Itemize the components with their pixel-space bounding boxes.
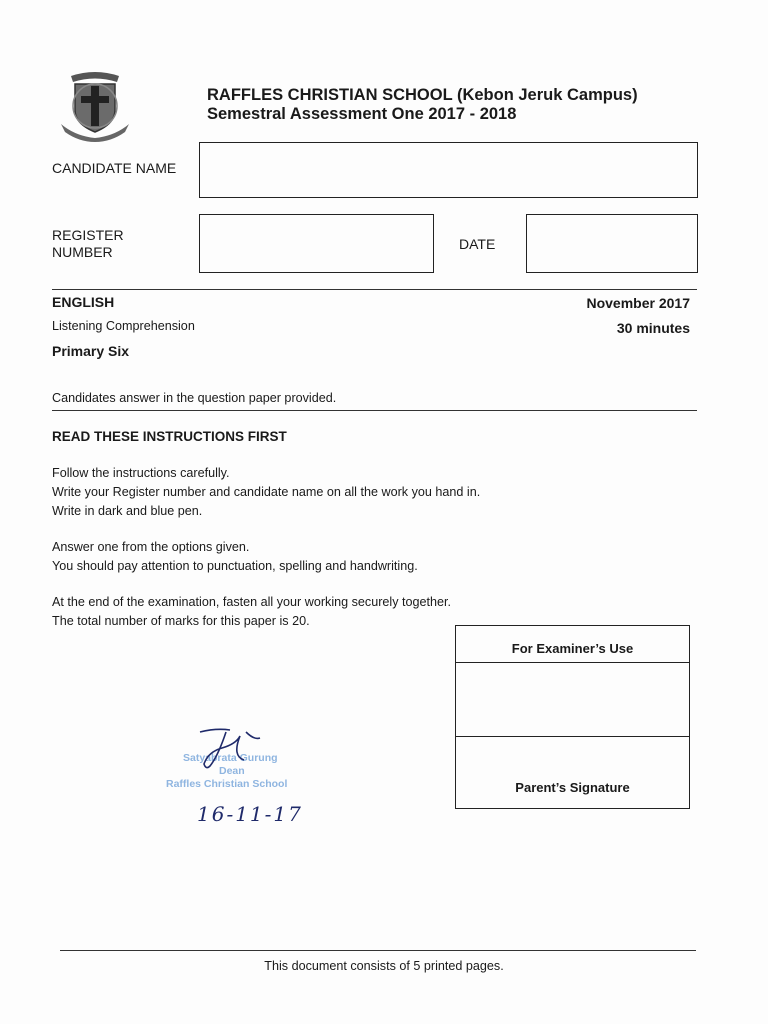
examiner-mark-area[interactable]: [456, 663, 689, 736]
signature-mark: [196, 726, 266, 772]
footer-divider: [60, 950, 696, 951]
examiner-use-box: [455, 625, 690, 809]
date-label: DATE: [459, 236, 496, 252]
candidate-name-box[interactable]: [199, 142, 698, 198]
instruction-line: At the end of the examination, fasten all your working securely together.: [52, 595, 452, 609]
divider: [52, 289, 697, 290]
date-box[interactable]: [526, 214, 698, 273]
register-label-line2: NUMBER: [52, 244, 113, 260]
register-label-line1: REGISTER: [52, 227, 124, 243]
instruction-line: The total number of marks for this paper is 20.: [52, 614, 310, 628]
page-count-note: This document consists of 5 printed pages.: [264, 959, 504, 973]
level: Primary Six: [52, 343, 130, 359]
instruction-line: Answer one from the options given.: [52, 540, 250, 554]
assessment-title: Semestral Assessment One 2017 - 2018: [207, 105, 517, 123]
divider: [52, 410, 697, 411]
stamp-name: Satyabrata Gurung: [183, 752, 278, 764]
instruction-line: Follow the instructions carefully.: [52, 466, 230, 480]
instruction-line: You should pay attention to punctuation, spelling and handwriting.: [52, 559, 418, 573]
instructions-heading: READ THESE INSTRUCTIONS FIRST: [52, 429, 287, 444]
candidate-name-label: CANDIDATE NAME: [52, 160, 177, 176]
component: Listening Comprehension: [52, 319, 195, 333]
instruction-line: Write your Register number and candidate name on all the work you hand in.: [52, 485, 481, 499]
instruction-line: Write in dark and blue pen.: [52, 504, 203, 518]
parent-signature-area[interactable]: [456, 737, 689, 807]
stamp-title: Dean: [219, 765, 245, 777]
examiner-use-heading: For Examiner’s Use: [511, 641, 634, 656]
parent-signature-label: Parent’s Signature: [515, 780, 630, 795]
stamp-school: Raffles Christian School: [166, 778, 288, 790]
school-crest-logo: [55, 66, 135, 142]
register-number-box[interactable]: [199, 214, 434, 273]
school-name: RAFFLES CHRISTIAN SCHOOL (Kebon Jeruk Campus): [207, 86, 638, 104]
exam-month: November 2017: [586, 295, 690, 311]
answer-note: Candidates answer in the question paper provided.: [52, 391, 337, 405]
handwritten-date: 16-11-17: [197, 802, 303, 826]
exam-duration: 30 minutes: [616, 320, 690, 336]
subject: ENGLISH: [52, 294, 115, 310]
